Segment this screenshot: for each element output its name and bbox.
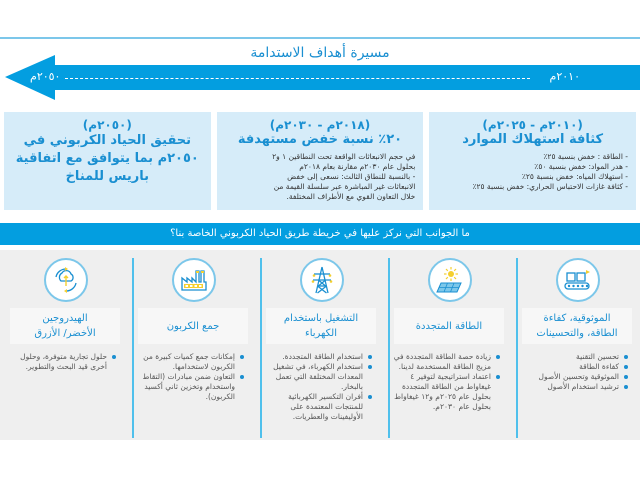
list-item: كفاءة الطاقة — [520, 362, 628, 372]
focus-question-banner: ما الجوانب التي نركز عليها في خريطة طريق الحياد الكربوني الخاصة بنا؟ — [0, 223, 640, 245]
list-item: حلول تجارية متوفرة، وحلول أخرى قيد البحث والتطوير. — [8, 352, 116, 372]
pillar-divider — [132, 258, 134, 438]
factory-icon — [172, 258, 216, 302]
power-tower-icon — [300, 258, 344, 302]
timeline-start-label: ٢٠١٠م — [549, 70, 580, 83]
goal-card-reduction-target — [217, 112, 424, 210]
pillar-title-line: الطاقة، والتحسينات — [536, 328, 618, 339]
pillar-title-line: التشغيل باستخدام — [283, 313, 359, 324]
pillar-title-line: الأخضر/ الأزرق — [34, 328, 96, 339]
goal-line: - هدر المواد: خفض بنسبة ٥٠٪ — [534, 162, 628, 171]
pillar-title-line: جمع الكربون — [166, 320, 220, 332]
goal-line: - بالنسبة للنطاق الثالث: نسعى إلى خفض — [287, 172, 416, 181]
list-item: استخدام الكهرباء، في تشغيل المعدات المختلفة التي تعمل بالبخار. — [264, 362, 372, 392]
solar-panel-icon — [428, 258, 472, 302]
goal-line: خلال التعاون القوي مع الأطراف المختلفة. — [286, 192, 416, 201]
goal-title: كثافة استهلاك الموارد — [462, 132, 604, 147]
pillar-bullets — [136, 352, 244, 402]
goal-line: الانبعاثات غير المباشرة عبر سلسلة القيمة من — [273, 182, 416, 191]
pillar-carbon-capture — [132, 250, 256, 440]
goal-card-carbon-neutrality — [4, 112, 211, 210]
goal-period: (٢٠١٠م - ٢٠٢٥م) — [482, 118, 583, 132]
goal-period: (٢٠٥٠م) — [82, 118, 132, 132]
pillars-panel — [0, 250, 640, 440]
list-item: تحسين التقنية — [520, 352, 628, 362]
goal-line: - الطاقة : خفض بنسبة ٢٥٪ — [543, 152, 628, 161]
pillar-reliability-efficiency — [516, 250, 640, 440]
timeline-arrow — [0, 55, 640, 100]
list-item: أفران التكسير الكهربائية للمنتجات المعتمدة على الأوليفينات والعطريات. — [264, 392, 372, 422]
pillar-title — [394, 308, 504, 344]
list-item: استخدام الطاقة المتجددة. — [264, 352, 372, 362]
pillar-renewable-energy — [388, 250, 512, 440]
conveyor-belt-icon — [556, 258, 600, 302]
pillar-divider — [260, 258, 262, 438]
pillar-title-line: الطاقة المتجددة — [415, 320, 483, 332]
list-item: إمكانات جمع كميات كبيرة من الكربون لاستخدامها. — [136, 352, 244, 372]
pillar-title-line: الكهرباء — [305, 328, 338, 339]
goal-period: (٢٠١٨م - ٢٠٣٠م) — [269, 118, 371, 132]
goal-line: بحلول عام ٢٠٣٠م مقارنة بعام ٢٠١٨م — [299, 162, 416, 171]
pillar-title — [138, 308, 248, 344]
goal-card-resource-intensity — [429, 112, 636, 210]
pillar-divider — [388, 258, 390, 438]
pillar-title-line: الموثوقية، كفاءة — [543, 313, 611, 324]
list-item: التعاون ضمن مبادرات (التقاط واستخدام وتخزين ثاني أكسيد الكربون). — [136, 372, 244, 402]
pillar-divider — [516, 258, 518, 438]
page-title: مسيرة أهداف الاستدامة — [250, 45, 390, 61]
hydrogen-cycle-icon — [44, 258, 88, 302]
pillar-hydrogen — [4, 250, 128, 440]
goal-details — [225, 152, 416, 202]
pillar-title-line: الهيدروجين — [42, 313, 88, 324]
pillar-bullets — [392, 352, 500, 412]
goal-title-line: باريس للمناخ — [65, 169, 150, 184]
goal-title: ٢٠٪ نسبة خفض مستهدفة — [237, 132, 403, 147]
goal-line: في حجم الانبعاثات الواقعة تحت النطاقين ١ و٢ — [272, 152, 416, 161]
pillar-bullets — [8, 352, 116, 372]
pillar-bullets — [264, 352, 372, 422]
goal-title-line: تحقيق الحياد الكربوني في — [23, 133, 192, 148]
list-item: اعتماد استراتيجية لتوفير ٤ غيغاواط من الطاقة المتجددة بحلول عام ٢٠٢٥م و١٢ غيغاواط بحلول عام ٢٠٣٠م. — [392, 372, 500, 412]
timeline-end-label: ٢٠٥٠م — [30, 70, 61, 83]
top-divider — [0, 37, 640, 39]
goal-details — [437, 152, 628, 192]
pillar-electrification — [260, 250, 384, 440]
goal-line: - استهلاك المياه: خفض بنسبة ٢٥٪ — [521, 172, 628, 181]
goal-title-line: ٢٠٥٠م بما يتوافق مع اتفاقية — [15, 151, 199, 166]
pillar-bullets — [520, 352, 628, 392]
goal-line: - كثافة غازات الاحتباس الحراري: خفض بنسبة ٢٥٪ — [472, 182, 628, 191]
goals-row — [4, 112, 636, 210]
pillar-title — [522, 308, 632, 344]
list-item: الموثوقية وتحسين الأصول — [520, 372, 628, 382]
pillar-title — [266, 308, 376, 344]
timeline-dashes — [65, 78, 530, 79]
list-item: ترشيد استخدام الأصول — [520, 382, 628, 392]
list-item: زيادة حصة الطاقة المتجددة في مزيج الطاقة المستخدمة لدينا. — [392, 352, 500, 372]
pillar-title — [10, 308, 120, 344]
